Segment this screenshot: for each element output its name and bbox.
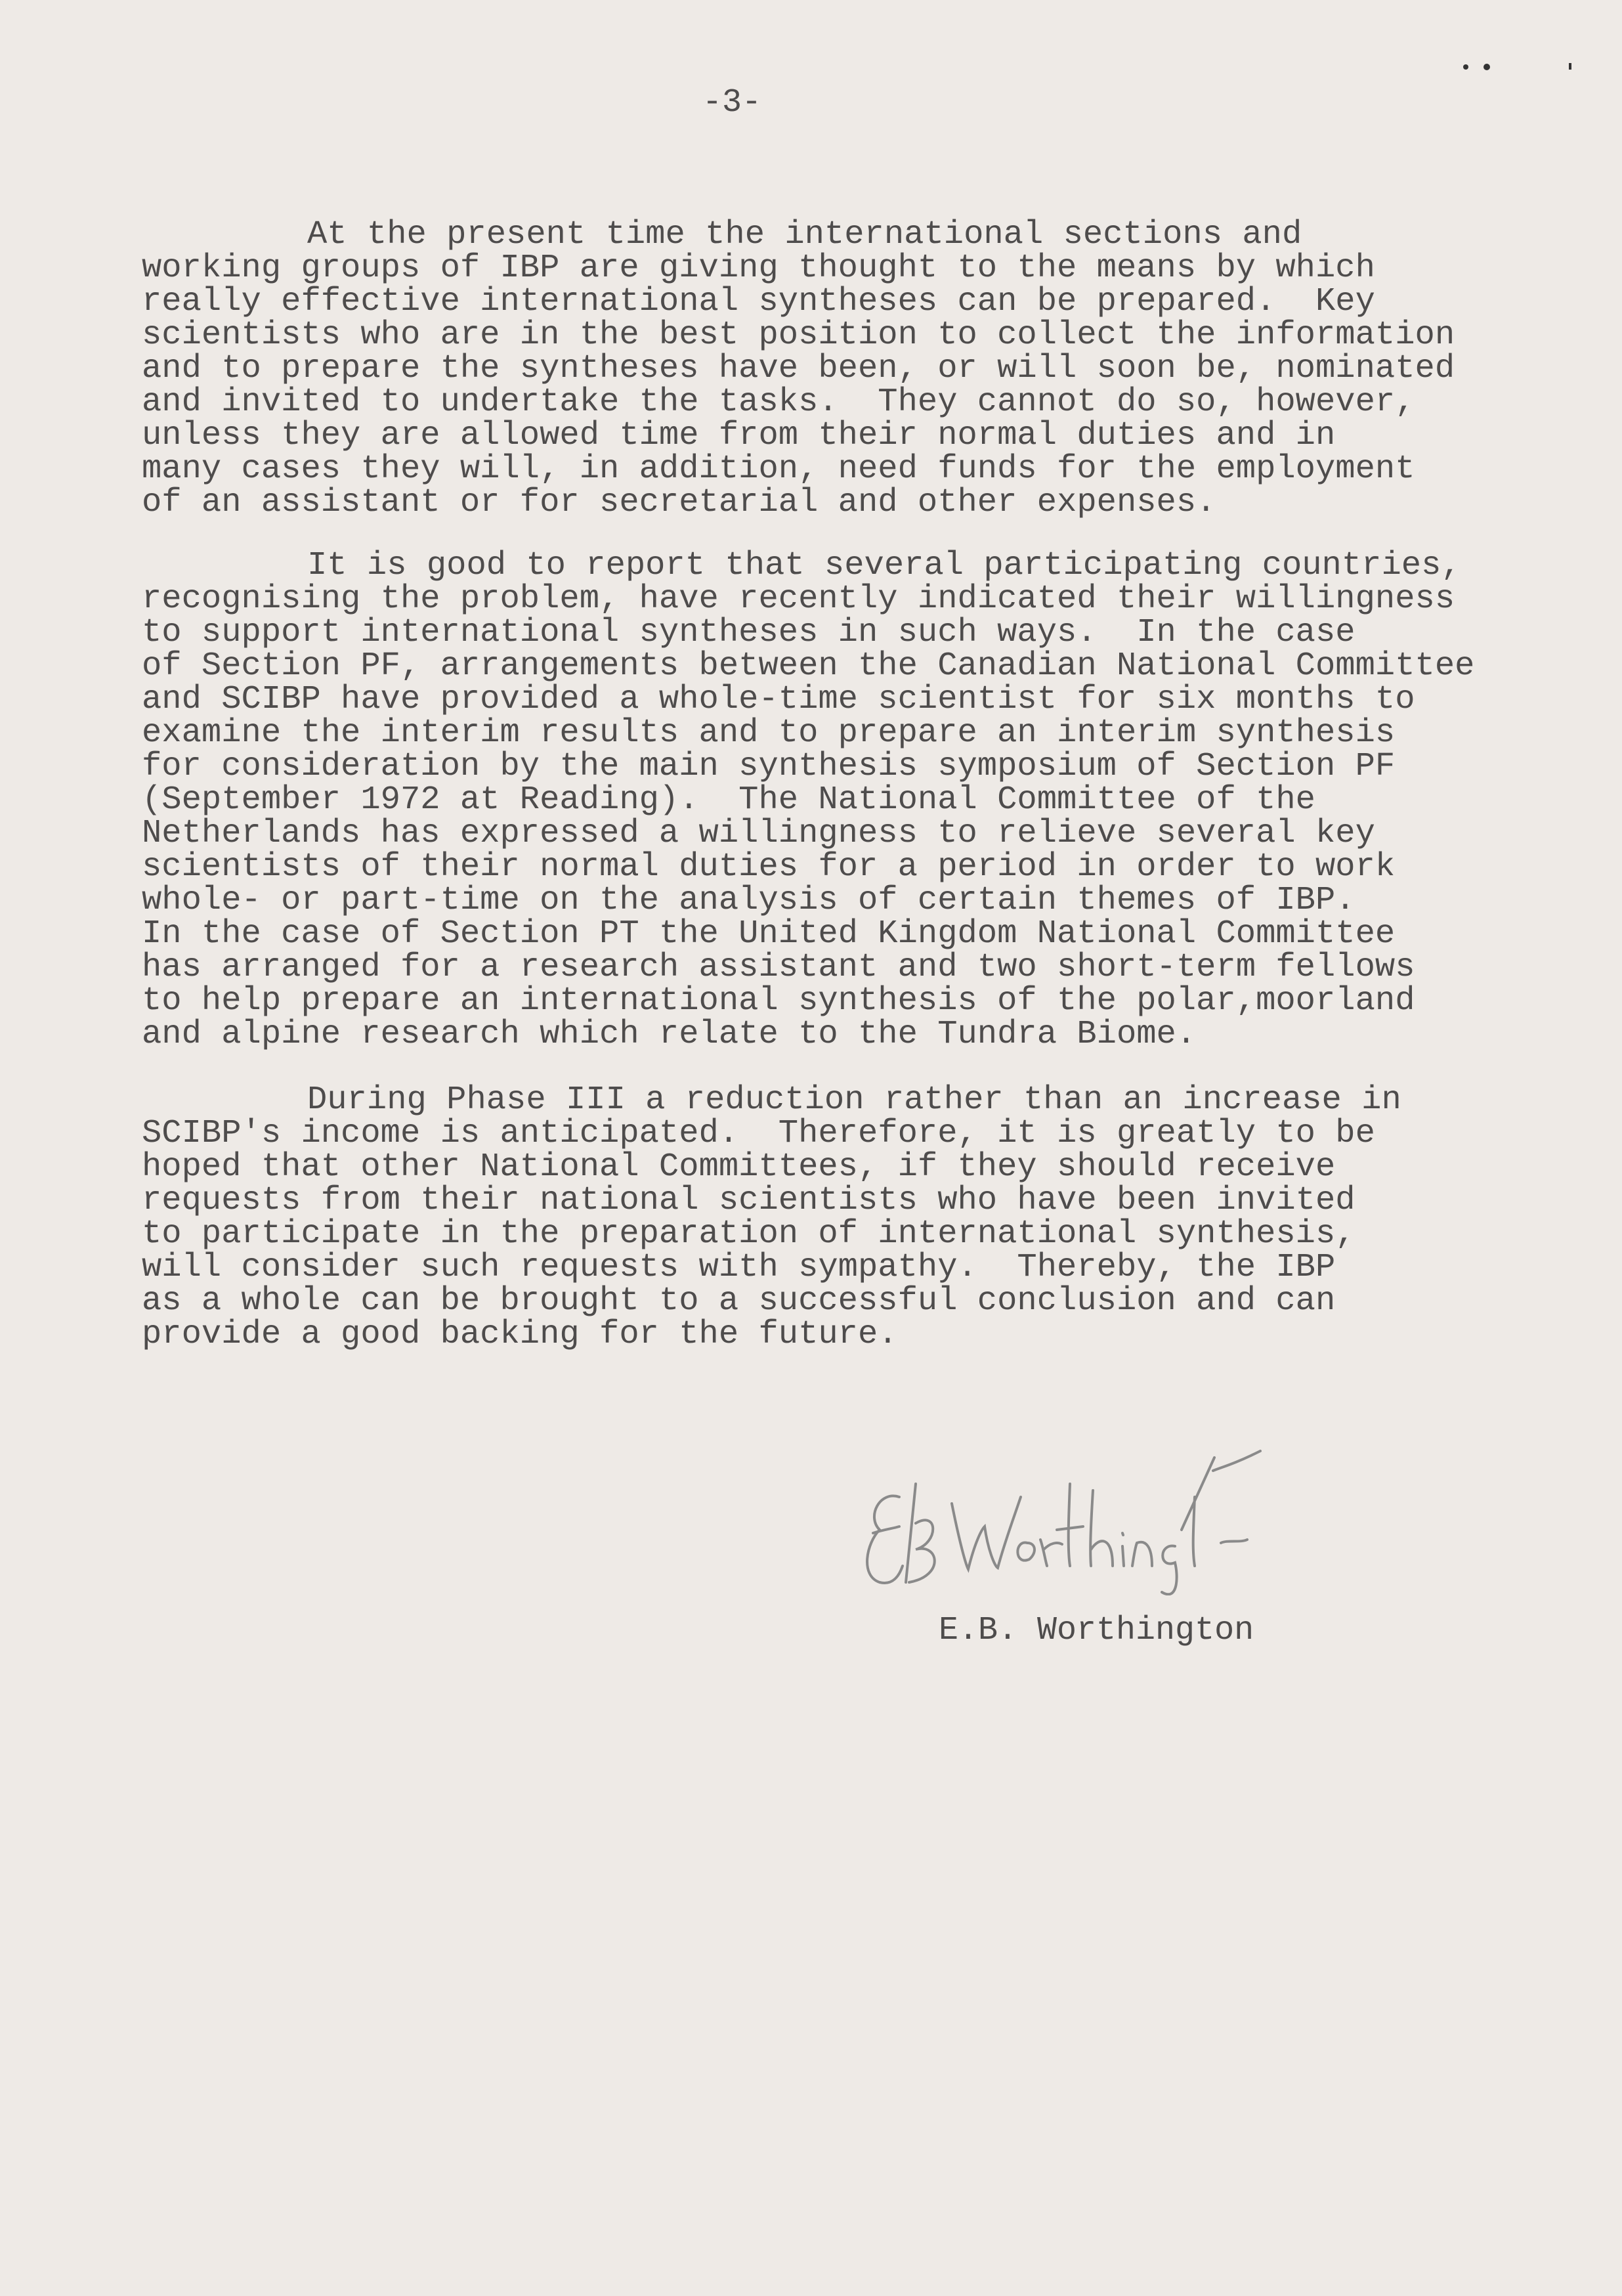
text-line: to help prepare an international synthesis of the polar,moorland: [142, 982, 1415, 1020]
text-line: to support international syntheses in such ways. In the case: [142, 614, 1355, 651]
text-line: really effective international syntheses can be prepared. Key: [142, 283, 1375, 320]
text-line: recognising the problem, have recently indicated their willingness: [142, 580, 1455, 618]
text-line: and alpine research which relate to the Tundra Biome.: [142, 1016, 1197, 1053]
text-line: for consideration by the main synthesis symposium of Section PF: [142, 748, 1396, 785]
text-line: many cases they will, in addition, need funds for the employment: [142, 450, 1415, 488]
text-line: (September 1972 at Reading). The National Committee of the: [142, 781, 1315, 819]
text-line: as a whole can be brought to a successful conclusion and can: [142, 1282, 1336, 1320]
text-line: It is good to report that several participating countries,: [307, 547, 1461, 584]
text-line: scientists who are in the best position to collect the information: [142, 316, 1455, 354]
text-line: working groups of IBP are giving thought to the means by which: [142, 249, 1375, 287]
text-line: and to prepare the syntheses have been, or will soon be, nominated: [142, 350, 1455, 387]
text-line: In the case of Section PT the United Kingdom National Committee: [142, 915, 1396, 953]
text-line: of Section PF, arrangements between the Canadian National Committee: [142, 647, 1475, 685]
text-line: has arranged for a research assistant and two short-term fellows: [142, 949, 1415, 986]
text-line: and SCIBP have provided a whole-time scientist for six months to: [142, 681, 1415, 718]
text-line: At the present time the international sections and: [307, 216, 1302, 253]
signature: [853, 1418, 1273, 1595]
text-line: examine the interim results and to prepare an interim synthesis: [142, 714, 1396, 752]
text-line: whole- or part-time on the analysis of certain themes of IBP.: [142, 882, 1355, 919]
margin-marks: [1461, 60, 1579, 80]
text-line: hoped that other National Committees, if they should receive: [142, 1148, 1336, 1186]
text-line: SCIBP's income is anticipated. Therefore, it is greatly to be: [142, 1115, 1375, 1152]
signatory-name: E.B. Worthington: [939, 1612, 1254, 1649]
paragraph-3: [142, 1083, 1401, 1351]
text-line: to participate in the preparation of international synthesis,: [142, 1215, 1355, 1253]
paragraph-1: [142, 218, 1455, 519]
text-line: During Phase III a reduction rather than an increase in: [307, 1081, 1401, 1119]
text-line: scientists of their normal duties for a period in order to work: [142, 848, 1396, 886]
text-line: and invited to undertake the tasks. They cannot do so, however,: [142, 383, 1415, 421]
text-line: Netherlands has expressed a willingness to relieve several key: [142, 815, 1375, 852]
text-line: unless they are allowed time from their normal duties and in: [142, 417, 1336, 454]
paragraph-2: [142, 549, 1474, 1051]
text-line: requests from their national scientists who have been invited: [142, 1182, 1355, 1219]
text-line: provide a good backing for the future.: [142, 1316, 898, 1353]
text-line: of an assistant or for secretarial and other expenses.: [142, 484, 1216, 521]
text-line: will consider such requests with sympathy. Thereby, the IBP: [142, 1249, 1336, 1286]
page-number: -3-: [702, 84, 762, 121]
